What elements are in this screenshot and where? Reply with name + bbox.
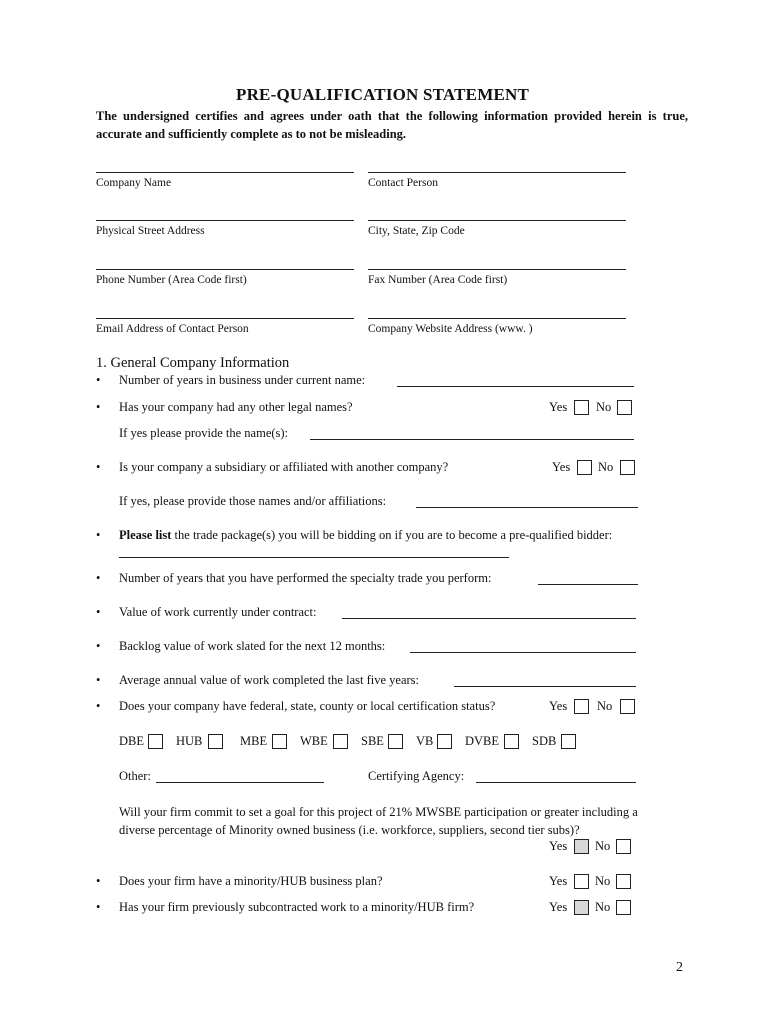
q-other-names-label: Has your company had any other legal names? bbox=[119, 400, 353, 414]
other-names-no-checkbox[interactable] bbox=[617, 400, 632, 415]
cert-sbe-label: SBE bbox=[361, 734, 384, 748]
q-subsidiary-followup-label: If yes, please provide those names and/or affiliations: bbox=[119, 494, 387, 508]
cert-hub-label: HUB bbox=[176, 734, 203, 748]
cert-mbe-label: MBE bbox=[240, 734, 268, 748]
bullet-icon: • bbox=[96, 874, 101, 888]
years-specialty-field[interactable] bbox=[538, 584, 638, 585]
website-field[interactable] bbox=[368, 318, 626, 319]
cert-dbe-checkbox[interactable] bbox=[148, 734, 163, 749]
cert-wbe-checkbox[interactable] bbox=[333, 734, 348, 749]
q-years-business-label: Number of years in business under current name: bbox=[119, 373, 366, 387]
trade-packages-field[interactable] bbox=[119, 557, 509, 558]
q-years-specialty-label: Number of years that you have performed the specialty trade you perform: bbox=[119, 571, 492, 585]
cert-vb-label: VB bbox=[416, 734, 434, 748]
bullet-icon: • bbox=[96, 571, 101, 585]
cert-vb-checkbox[interactable] bbox=[437, 734, 452, 749]
mwsbe-no-checkbox[interactable] bbox=[616, 839, 631, 854]
certifying-agency-label: Certifying Agency: bbox=[368, 769, 465, 783]
company-name-field[interactable] bbox=[96, 172, 354, 173]
physical-address-label: Physical Street Address bbox=[96, 225, 205, 237]
yes-label: Yes bbox=[549, 900, 568, 914]
email-field[interactable] bbox=[96, 318, 354, 319]
hub-plan-no-checkbox[interactable] bbox=[616, 874, 631, 889]
no-label: No bbox=[596, 400, 612, 414]
cert-sdb-label: SDB bbox=[532, 734, 557, 748]
bullet-icon: • bbox=[96, 900, 101, 914]
mwsbe-yes-checkbox[interactable] bbox=[574, 839, 589, 854]
q-certification-label: Does your company have federal, state, county or local certification status? bbox=[119, 699, 496, 713]
no-label: No bbox=[595, 874, 611, 888]
bullet-icon: • bbox=[96, 400, 101, 414]
certification-no-checkbox[interactable] bbox=[620, 699, 635, 714]
cert-wbe-label: WBE bbox=[300, 734, 328, 748]
email-label: Email Address of Contact Person bbox=[96, 323, 249, 335]
no-label: No bbox=[597, 699, 613, 713]
company-name-label: Company Name bbox=[96, 177, 172, 189]
yes-label: Yes bbox=[549, 699, 568, 713]
q-backlog-label: Backlog value of work slated for the next 12 months: bbox=[119, 639, 386, 653]
certifying-agency-field[interactable] bbox=[476, 782, 636, 783]
cert-dbe-label: DBE bbox=[119, 734, 144, 748]
other-cert-field[interactable] bbox=[156, 782, 324, 783]
no-label: No bbox=[598, 460, 614, 474]
yes-label: Yes bbox=[549, 839, 568, 853]
bullet-icon: • bbox=[96, 528, 101, 542]
cert-dvbe-label: DVBE bbox=[465, 734, 500, 748]
affiliations-field[interactable] bbox=[416, 507, 638, 508]
other-names-yes-checkbox[interactable] bbox=[574, 400, 589, 415]
city-state-zip-field[interactable] bbox=[368, 220, 626, 221]
cert-hub-checkbox[interactable] bbox=[208, 734, 223, 749]
certification-yes-checkbox[interactable] bbox=[574, 699, 589, 714]
q-avg-annual-label: Average annual value of work completed the last five years: bbox=[119, 673, 419, 687]
backlog-field[interactable] bbox=[410, 652, 636, 653]
bullet-icon: • bbox=[96, 460, 101, 474]
yes-label: Yes bbox=[552, 460, 571, 474]
q-value-contract-label: Value of work currently under contract: bbox=[119, 605, 317, 619]
bullet-icon: • bbox=[96, 699, 101, 713]
q-trade-packages-label: Please list the trade package(s) you will be bidding on if you are to become a pre-qualified bidder: bbox=[119, 528, 613, 542]
fax-field[interactable] bbox=[368, 269, 626, 270]
yes-label: Yes bbox=[549, 400, 568, 414]
other-cert-label: Other: bbox=[119, 769, 151, 783]
website-label: Company Website Address (www. ) bbox=[368, 323, 533, 335]
contact-person-field[interactable] bbox=[368, 172, 626, 173]
fax-label: Fax Number (Area Code first) bbox=[368, 274, 508, 286]
hub-plan-yes-checkbox[interactable] bbox=[574, 874, 589, 889]
cert-sbe-checkbox[interactable] bbox=[388, 734, 403, 749]
q-subcontracted-label: Has your firm previously subcontracted work to a minority/HUB firm? bbox=[119, 900, 475, 914]
q-other-names-followup-label: If yes please provide the name(s): bbox=[119, 426, 289, 440]
q-mwsbe-label: Will your firm commit to set a goal for this project of 21% MWSBE participation or greater including a diverse percentage of Minority owned business (i.e. workforce, suppliers, second tier subs)? bbox=[119, 805, 638, 837]
value-contract-field[interactable] bbox=[342, 618, 636, 619]
phone-label: Phone Number (Area Code first) bbox=[96, 274, 247, 286]
subsidiary-yes-checkbox[interactable] bbox=[577, 460, 592, 475]
section-1-heading: 1. General Company Information bbox=[96, 355, 290, 371]
intro-statement: The undersigned certifies and agrees under oath that the following information provided herein is true, accurate and sufficiently complete as to not be misleading. bbox=[96, 109, 688, 141]
cert-sdb-checkbox[interactable] bbox=[561, 734, 576, 749]
cert-mbe-checkbox[interactable] bbox=[272, 734, 287, 749]
subcontracted-yes-checkbox[interactable] bbox=[574, 900, 589, 915]
bullet-icon: • bbox=[96, 673, 101, 687]
city-state-zip-label: City, State, Zip Code bbox=[368, 225, 465, 237]
page-title: PRE-QUALIFICATION STATEMENT bbox=[236, 85, 530, 104]
q-hub-plan-label: Does your firm have a minority/HUB business plan? bbox=[119, 874, 383, 888]
q-subsidiary-label: Is your company a subsidiary or affiliated with another company? bbox=[119, 460, 449, 474]
bullet-icon: • bbox=[96, 639, 101, 653]
other-names-field[interactable] bbox=[310, 439, 634, 440]
phone-field[interactable] bbox=[96, 269, 354, 270]
avg-annual-field[interactable] bbox=[454, 686, 636, 687]
years-business-field[interactable] bbox=[397, 386, 634, 387]
yes-label: Yes bbox=[549, 874, 568, 888]
contact-person-label: Contact Person bbox=[368, 177, 438, 189]
bullet-icon: • bbox=[96, 373, 101, 387]
subsidiary-no-checkbox[interactable] bbox=[620, 460, 635, 475]
physical-address-field[interactable] bbox=[96, 220, 354, 221]
cert-dvbe-checkbox[interactable] bbox=[504, 734, 519, 749]
bullet-icon: • bbox=[96, 605, 101, 619]
no-label: No bbox=[595, 839, 611, 853]
no-label: No bbox=[595, 900, 611, 914]
page-number: 2 bbox=[676, 960, 683, 975]
subcontracted-no-checkbox[interactable] bbox=[616, 900, 631, 915]
